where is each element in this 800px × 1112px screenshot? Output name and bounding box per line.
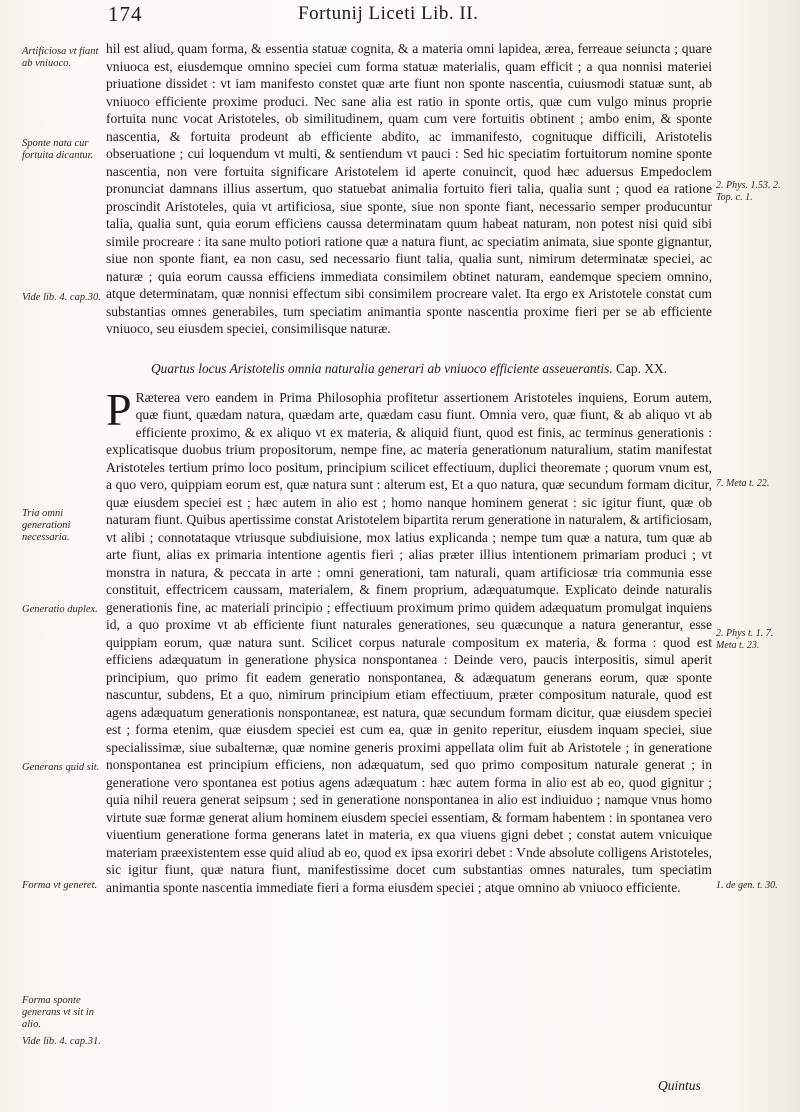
paragraph-2-text: Ræterea vero eandem in Prima Philosophia profitetur assertionem Aristoteles inquiens, Eorum autem, quæ fiunt, quædam natura, quædam arte, quædam casu fiunt. Omnia vero, quæ fiunt, & ab aliquo vt ab efficiente proximo, & ex aliquo vt ex materia, & aliquid fiunt, quod est finis, ac terminus generationis : explicatisque duobus trium propositorum, nempe fine, ac materia generationum naturalium, statim manifestat Aristoteles tertium primo loco positum, principium scilicet effectiuum, duplici theoremate ; quorum vnum est, a quo vero, quippiam eorum est, quæ natura sunt : alterum est, Et a quo natura, quæ secundum formam dicitur, quæ eiusdem speciei est ; hæc autem in alio est ; homo nanque hominem generat : sic igitur fiunt, quæ ob naturam fiunt. Quibus apertissime constat Aristotelem bipartita rerum generatione in naturalem, & artificiosam, vt alibi ; connotataque vtriusque subdiuisione, mox latius explicanda ; nempe tum quæ a natura, tum quæ ab arte fiunt, alias ex primaria intentione agentis fieri ; alias præter illius intentionem primariam produci ; vt monstra in natura, & peccata in arte : omni generationi, tam naturali, quam artificiosæ tria communia esse constituit, effectricem caussam, materialem, & finem proprium, adæquatumque. Explicato deinde naturalis generationis fine, ac materiali principio ; effectiuum proximum primo quidem adæquatum promulgat inquiens id, a quo proxime vt ab efficiente fiunt naturales generationes, seu quæcunque a natura generantur, esse quippiam eorum, quæ natura sunt. Scilicet corpus naturale compositum ex materia, & forma : quod est efficiens adæquatum in generatione physica nonspontanea : Deinde vero, paucis interpositis, simul aperit principium, quo primo fit eadem generatio nonspontanea, & adæquatum generans eorum, quæ sponte nascuntur, subdens, Et a quo, nimirum principium etiam effectiuum, præter compositum naturale, quod est agens adæquatum generationis nonspontaneæ, est natura, quæ secundum formam dicitur, quæ eiusdem speciei est ; forma etenim, quæ eiusdem speciei est cum ea, quæ in genito reperitur, eiusdem inquam speciei, siue specialissimæ, siue subalternæ, quæ nomine generis proximi appellata olim fuit ab Aristotele ; in generatione nonspontanea est principium efficiens, non adæquatum, sed quo primo compositum naturale generat ; in generatione vero spontanea est potius agens adæquatum : hæc autem forma in alio est ab eo, quod gignitur ; quia nihil reuera generat seipsum ; sed in generatione nonspontanea in alio est indiuiduo ; namque vnus homo virtute suæ formæ generat alium hominem eiusdem speciei essentiam, & formam habentem : in spontanea vero viuentium generatione forma generans latet in materia, ex qua viuens gigni debet ; constat autem vnicuique materiam præexistentem esse quid aliud ab eo, quod ex ipsa exoriri debet : Vnde absolute colligens Aristoteles, sic igitur fiunt, quæ natura fiunt, manifestissime docet cum substantias omnes naturales, tum speciatim animantia sponte nascentia immediate fieri a forma eiusdem speciei ; atque omnino ab vniuoco efficiente. [106,389,712,895]
chapter-number: Cap. XX. [616,360,668,376]
margin-note-right: 2. Phys t. 1. 7. Meta t. 23. [716,628,774,651]
margin-note-right: 1. de gen. t. 30. [716,880,778,891]
margin-note-left: Sponte nata cur fortuita dicantur. [22,138,94,161]
margin-note-left: Generans quid sit. [22,762,100,773]
main-text [106,40,712,896]
chapter-heading-text: Quartus locus Aristotelis omnia naturalia generari ab vniuoco efficiente asseuerantis. [150,360,613,376]
page-header [108,2,708,30]
paragraph-1: hil est aliud, quam forma, & essentia statuæ cognita, & a materia omni lapidea, ærea, ferreaue seiuncta ; quare vniuoca est, eiusdemque omnino speciei cum forma statuæ materialis, quam efficit ; a qua nonnisi materiei priuatione dissidet : vt iam manifesto constet quæ arte fiunt non sponte nascentia, cuiusmodi statuæ sunt, ab vniuoco efficiente proxime produci. Nec sane alia est ratio in sponte ortis, quæ cum vulgo minus proprie fortuita nunc vocat Aristoteles, ob similitudinem, quam cum vere fortuitis obtinent ; ambo enim, & sponte nascentia, & fortuita prodeunt ab efficiente abdito, ac immanifesto, cognituque difficili, Aristotelis obseruatione ; cui loquendum vt multi, & sentiendum vt pauci : Sed hic speciatim fortuitorum nomine sponte nascentia, non vere fortuita significare Aristotelem id aperte conuincit, quod hæc aduersus Empedoclem pronunciat damnans illius assertum, quo statuebat animalia fortuito fieri talia, qualia sunt ; quod ea ratione proscindit Aristoteles, quia vt artificiosa, siue sponte, siue non sponte fiant, necessario semper producuntur talia, qualia sunt, quia eorum efficiens caussa determinatam quum habeat naturam, non potest nisi quid sibi simile procreare : ita sane multo potiori ratione quæ a natura fiunt, ac speciatim animata, siue sponte gignantur, siue non sponte fiant, ea non casu, sed necessario fiunt talia, qualia sunt, nimirum determinatæ speciei, ac naturæ ; quia eorum caussa efficiens immediata consimilem obtinet naturam, eandemque speciem omnino, atque determinatam, quæ nonnisi effectum sibi consimilem procreare valet. Ita ergo ex Aristotele constat cum substantias omnes generabiles, tum speciatim animantia sponte nascentia proxime fieri per se ab efficiente vniuoco, seu eiusdem speciei, consimilisque naturæ. [106,41,712,336]
margin-note-left: Forma sponte generans vt sit in alio. [22,995,95,1030]
catchword: Quintus [658,1078,701,1093]
margin-note-left: Generatio duplex. [22,604,98,615]
margin-note-left: Tria omni generationi necessaria. [22,508,71,543]
margin-note-left: Vide lib. 4. cap.31. [22,1036,101,1047]
margin-note-left: Forma vt generet. [22,880,98,891]
margin-note-left: Artificiosa vt fiant ab vniuoco. [22,46,99,69]
margin-note-right: 7. Meta t. 22. [716,478,770,489]
drop-cap: P [106,383,132,435]
chapter-heading [106,360,712,377]
paragraph-2 [106,383,712,897]
margin-note-left: Vide lib. 4. cap.30. [22,292,101,303]
page-number: 174 [108,2,143,26]
running-head: Fortunij Liceti Lib. II. [298,3,479,24]
margin-note-right: 2. Phys. 1.53. 2. Top. c. 1. [716,180,781,203]
